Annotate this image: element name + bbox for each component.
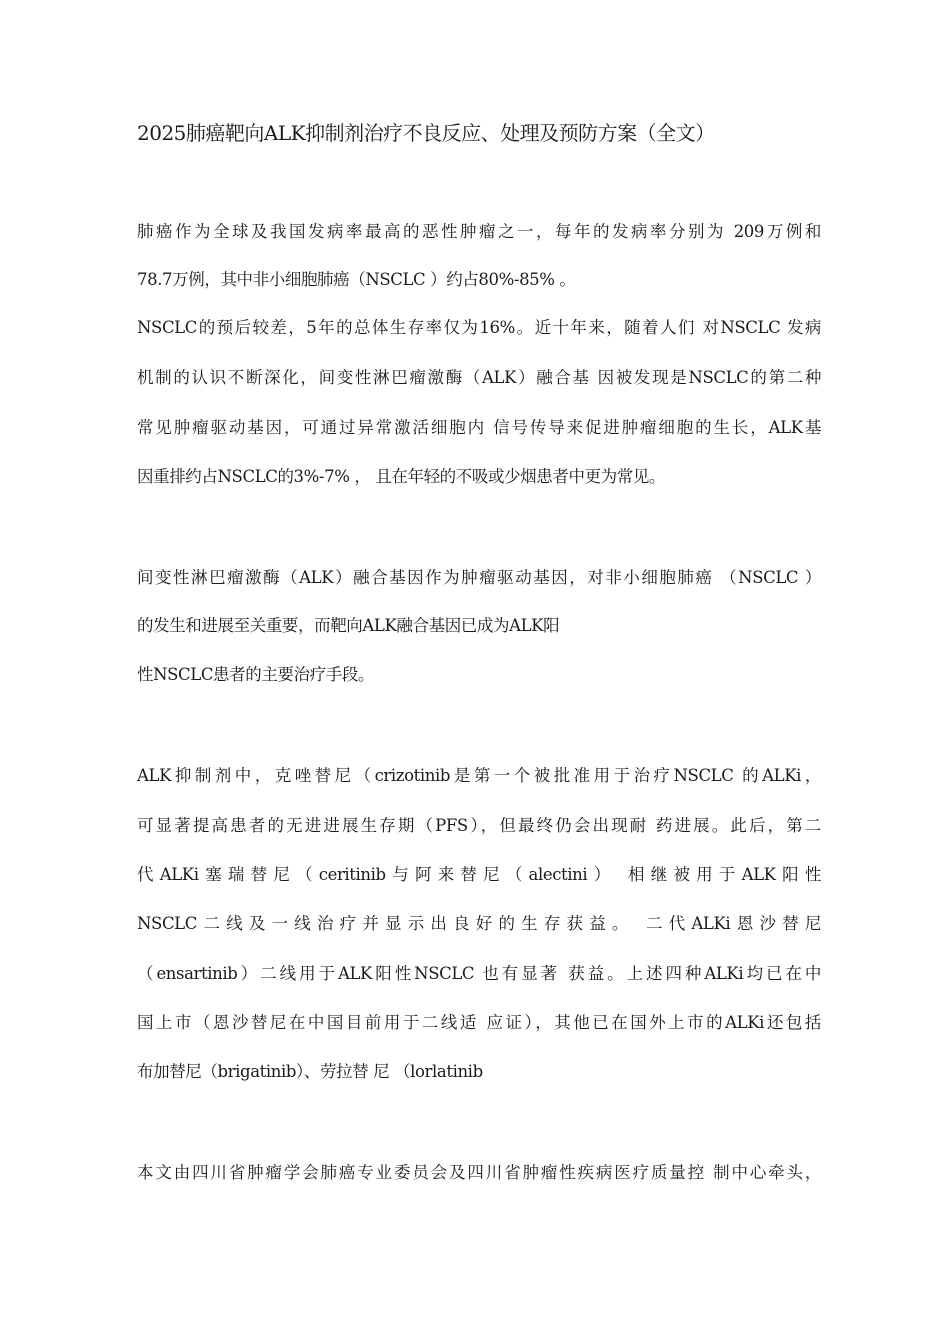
paragraph-3-line-3: 性NSCLC患者的主要治疗手段。 — [137, 665, 375, 684]
paragraph-2-line-4: 因重排约占NSCLC的3%-7% ， 且在年轻的不吸或少烟患者中更为常见。 — [137, 467, 666, 486]
paragraph-1-line-1: 肺癌作为全球及我国发病率最高的恶性肿瘤之一，每年的发病率分别为 209万例和 — [137, 222, 821, 241]
paragraph-1-line-2: 78.7万例，其中非小细胞肺癌（NSCLC ）约占80%-85% 。 — [137, 270, 576, 289]
paragraph-2-line-2: 机制的认识不断深化，间变性淋巴瘤激酶（ALK）融合基 因被发现是NSCLC的第二种 — [137, 368, 821, 387]
paragraph-4-line-7: 布加替尼（brigatinib）、劳拉替 尼 （lorlatinib — [137, 1062, 483, 1081]
paragraph-4-line-5: （ensartinib）二线用于ALK阳性NSCLC 也有显著 获益。上述四种ALKi均已在中 — [137, 964, 821, 983]
document-title: 2025肺癌靶向ALK抑制剂治疗不良反应、处理及预防方案（全文） — [137, 121, 715, 145]
paragraph-3-line-1: 间变性淋巴瘤激酶（ALK）融合基因作为肿瘤驱动基因，对非小细胞肺癌 （NSCLC ） — [137, 568, 821, 587]
paragraph-4-line-6: 国上市（恩沙替尼在中国目前用于二线适 应证），其他已在国外上市的ALKi还包括 — [137, 1013, 821, 1032]
paragraph-4-line-4: NSCLC二线及一线治疗并显示出良好的生存获益。 二代ALKi恩沙替尼 — [137, 914, 821, 933]
paragraph-4-line-3: 代ALKi塞瑞替尼（ceritinib与阿来替尼（alectini） 相继被用于ALK阳性 — [137, 865, 821, 884]
paragraph-2-line-1: NSCLC的预后较差，5年的总体生存率仅为16%。近十年来，随着人们 对NSCLC 发病 — [137, 318, 821, 337]
paragraph-4-line-2: 可显著提高患者的无进进展生存期（PFS），但最终仍会出现耐 药进展。此后，第二 — [137, 816, 821, 835]
paragraph-4-line-1: ALK抑制剂中，克唑替尼（crizotinib是第一个被批准用于治疗NSCLC 的ALKi， — [137, 766, 821, 785]
paragraph-2-line-3: 常见肿瘤驱动基因，可通过异常激活细胞内 信号传导来促进肿瘤细胞的生长，ALK基 — [137, 418, 821, 437]
paragraph-3-line-2: 的发生和进展至关重要，而靶向ALK融合基因已成为ALK阳 — [137, 616, 560, 635]
paragraph-5-line-1: 本文由四川省肿瘤学会肺癌专业委员会及四川省肿瘤性疾病医疗质量控 制中心牵头， — [137, 1163, 821, 1182]
